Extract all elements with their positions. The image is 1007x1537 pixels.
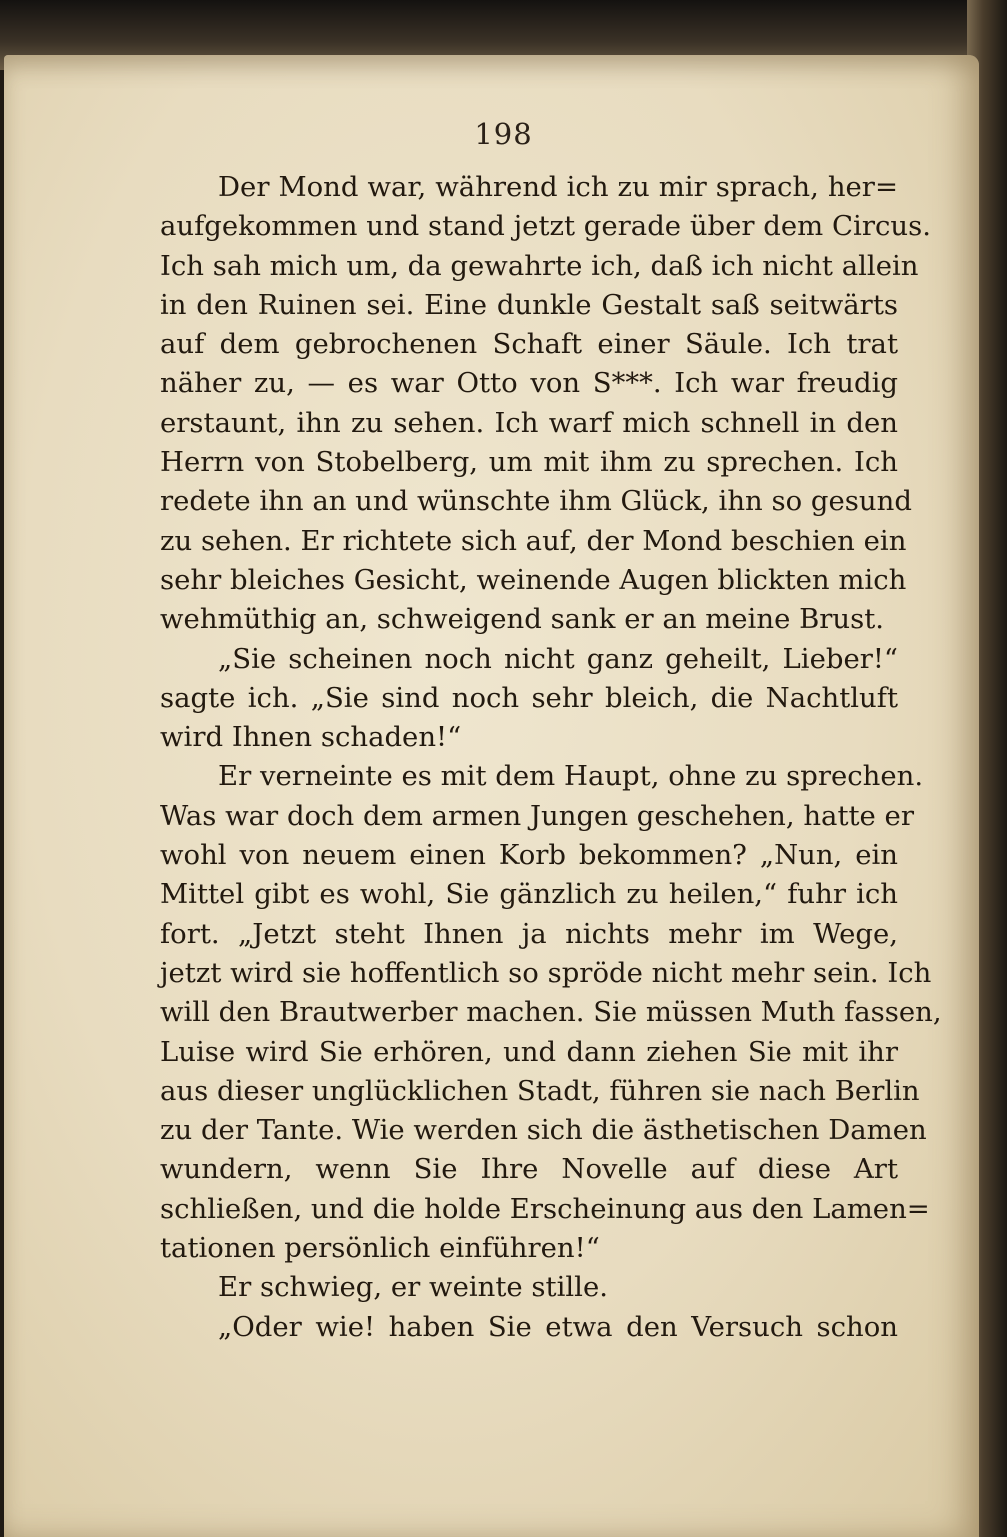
text-line: Was war doch dem armen Jungen geschehen, hatte er [160, 799, 914, 832]
text-line: Mittel gibt es wohl, Sie gänzlich zu heilen,“ fuhr ich [160, 878, 898, 911]
text-line: zu sehen. Er richtete sich auf, der Mond beschien ein [160, 524, 907, 557]
text-line: in den Ruinen sei. Eine dunkle Gestalt saß seitwärts [160, 288, 898, 321]
text-line: sehr bleiches Gesicht, weinende Augen blickten mich [160, 563, 907, 596]
text-line: auf dem gebrochenen Schaft einer Säule. Ich trat [160, 328, 898, 361]
text-line: redete ihn an und wünschte ihm Glück, ihn so gesund [160, 485, 912, 518]
text-line: aufgekommen und stand jetzt gerade über dem Circus. [160, 210, 931, 243]
text-line: fort. „Jetzt steht Ihnen ja nichts mehr im Wege, [160, 917, 898, 950]
text-line: sagte ich. „Sie sind noch sehr bleich, die Nachtluft [160, 681, 898, 714]
text-line: wundern, wenn Sie Ihre Novelle auf diese Art [160, 1153, 898, 1186]
text-line: Ich sah mich um, da gewahrte ich, daß ich nicht allein [160, 249, 919, 282]
text-line: Er schwieg, er weinte stille. [218, 1271, 608, 1304]
text-line: will den Brautwerber machen. Sie müssen Muth fassen, [160, 996, 942, 1029]
body-text [160, 168, 942, 1347]
page-number: 198 [474, 117, 533, 151]
text-line: Herrn von Stobelberg, um mit ihm zu sprechen. Ich [160, 446, 898, 479]
text-line: Er verneinte es mit dem Haupt, ohne zu sprechen. [218, 760, 924, 793]
text-line: aus dieser unglücklichen Stadt, führen sie nach Berlin [160, 1074, 920, 1107]
text-line: schließen, und die holde Erscheinung aus den Lamen= [160, 1192, 930, 1225]
text-line: erstaunt, ihn zu sehen. Ich warf mich schnell in den [160, 406, 898, 439]
text-line: wird Ihnen schaden!“ [160, 721, 462, 754]
text-line: zu der Tante. Wie werden sich die ästhetischen Damen [160, 1114, 927, 1147]
text-line: wehmüthig an, schweigend sank er an meine Brust. [160, 603, 885, 636]
text-line: tationen persönlich einführen!“ [160, 1232, 600, 1265]
text-line: näher zu, — es war Otto von S***. Ich war freudig [160, 367, 898, 400]
text-line: „Oder wie! haben Sie etwa den Versuch schon [218, 1310, 898, 1343]
text-line: Luise wird Sie erhören, und dann ziehen Sie mit ihr [160, 1035, 898, 1068]
text-line: Der Mond war, während ich zu mir sprach, her= [218, 171, 898, 203]
text-line: wohl von neuem einen Korb bekommen? „Nun, ein [160, 839, 898, 872]
text-line: „Sie scheinen noch nicht ganz geheilt, Lieber!“ [218, 642, 898, 675]
text-line: jetzt wird sie hoffentlich so spröde nicht mehr sein. Ich [160, 956, 932, 989]
